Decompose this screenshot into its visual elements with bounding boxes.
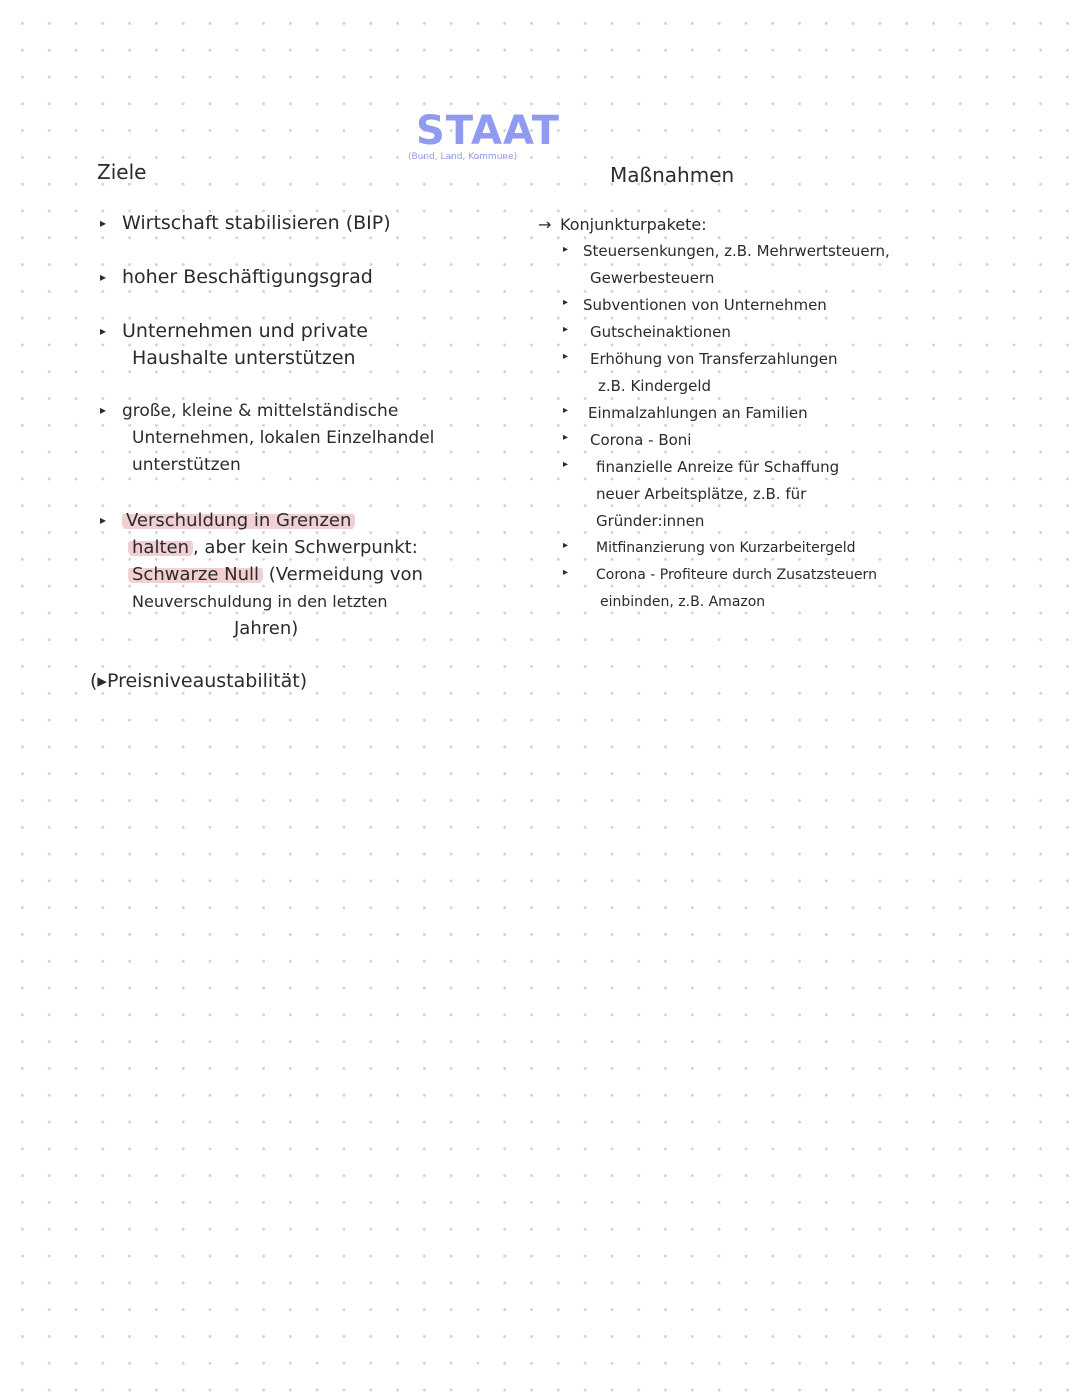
massnahmen-main-item: → Konjunkturpakete:	[538, 211, 707, 238]
bullet-arrow-icon: ▸	[563, 567, 569, 578]
bullet-arrow-icon: ▸	[563, 405, 569, 416]
massnahmen-line: Einmalzahlungen an Familien	[588, 404, 808, 422]
massnahmen-line: Steuersenkungen, z.B. Mehrwertsteuern,	[583, 242, 890, 260]
bullet-arrow-icon: ▸	[563, 351, 569, 362]
bullet-arrow-icon: ▸	[100, 216, 107, 230]
bullet-arrow-icon: ▸	[563, 432, 569, 443]
bullet-arrow-icon: ▸	[563, 297, 569, 308]
ziele-item-2: ▸ hoher Beschäftigungsgrad	[100, 264, 373, 291]
bullet-arrow-icon: ▸	[100, 513, 107, 527]
bullet-arrow-icon: ▸	[563, 540, 569, 551]
bullet-arrow-icon: ▸	[100, 324, 107, 338]
arrow-right-icon: →	[538, 215, 552, 234]
ziele-item-4: ▸ große, kleine & mittelständische Unternehmen, lokalen Einzelhandel unterstützen	[100, 397, 434, 479]
highlight-verschuldung: Verschuldung in Grenzen	[122, 510, 355, 531]
massnahmen-line: neuer Arbeitsplätze, z.B. für	[596, 485, 807, 503]
massnahmen-line: Subventionen von Unternehmen	[583, 296, 827, 314]
ziele-heading: Ziele	[97, 160, 147, 184]
page-subtitle: (Bund, Land, Kommune)	[408, 152, 518, 162]
page-title: STAAT	[416, 108, 561, 154]
bullet-arrow-icon: ▸	[563, 459, 569, 470]
ziele-item-3: ▸ Unternehmen und private Haushalte unterstützen	[100, 320, 368, 369]
bullet-arrow-icon: ▸	[100, 270, 107, 284]
massnahmen-heading: Maßnahmen	[610, 163, 735, 187]
highlight-halten: halten	[128, 537, 193, 558]
ziele-extra: (▸Preisniveaustabilität)	[90, 670, 308, 692]
ziele-item-debt: ▸ Verschuldung in Grenzen halten , aber kein Schwerpunkt: Schwarze Null (Vermeidung von Neuverschuldung in den letzten Jahren)	[100, 507, 423, 642]
massnahmen-line: z.B. Kindergeld	[598, 377, 712, 395]
massnahmen-line: Corona - Boni	[590, 431, 692, 449]
bullet-arrow-icon: ▸	[563, 244, 569, 255]
bullet-arrow-icon: ▸	[563, 324, 569, 335]
massnahmen-line: finanzielle Anreize für Schaffung	[596, 458, 840, 476]
highlight-schwarze-null: Schwarze Null	[128, 564, 263, 585]
massnahmen-line: Corona - Profiteure durch Zusatzsteuern	[596, 567, 877, 583]
massnahmen-line: Erhöhung von Transferzahlungen	[590, 350, 838, 368]
bullet-arrow-icon: ▸	[100, 403, 107, 417]
massnahmen-line: Gründer:innen	[596, 512, 705, 530]
massnahmen-line: Gutscheinaktionen	[590, 323, 731, 341]
ziele-item-1: ▸ Wirtschaft stabilisieren (BIP)	[100, 210, 391, 237]
massnahmen-line: einbinden, z.B. Amazon	[600, 594, 766, 610]
massnahmen-line: Gewerbesteuern	[590, 269, 715, 287]
massnahmen-line: Mitfinanzierung von Kurzarbeitergeld	[596, 540, 856, 556]
